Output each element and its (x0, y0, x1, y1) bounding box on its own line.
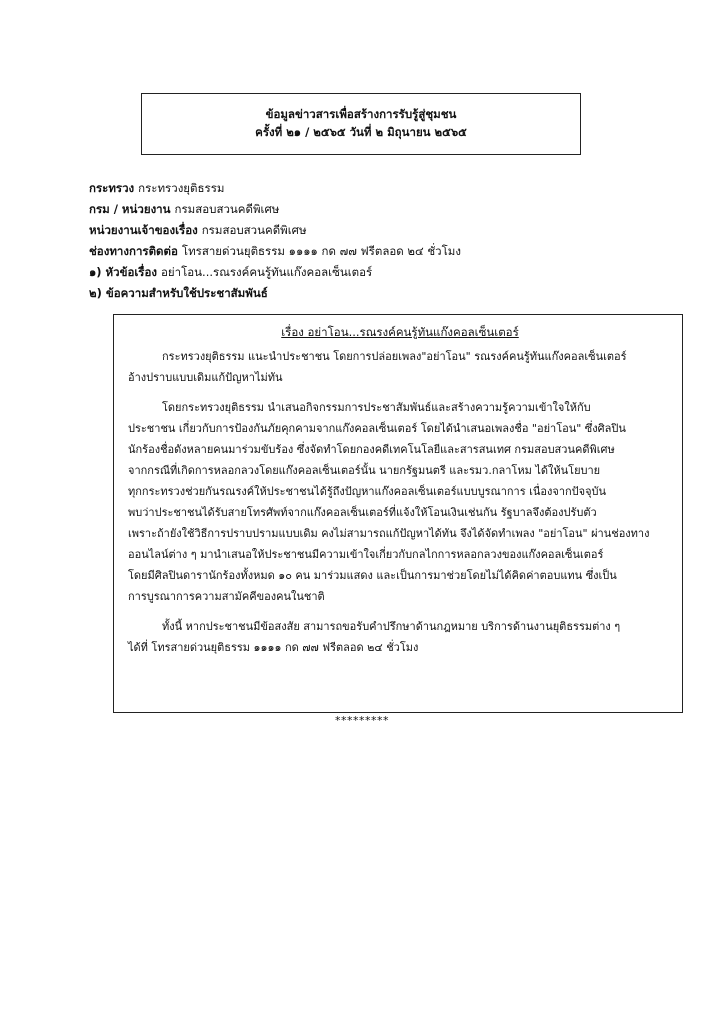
paragraph-line: โดยมีศิลปินดารานักร้องทั้งหมด ๑๐ คน มาร่วมแสดง และเป็นการมาช่วยโดยไม่ได้คิดค่าตอบแทน ซึ่งเป็น (128, 569, 617, 582)
story-title: เรื่อง อย่าโอน...รณรงค์คนรู้ทันแก๊งคอลเซ็นเตอร์ (281, 325, 519, 339)
pr-message-box (113, 314, 683, 713)
subject-row (89, 262, 689, 283)
contact-value: โทรสายด่วนยุติธรรม ๑๑๑๑ กด ๗๗ ฟรีตลอด ๒๔ ชั่วโมง (181, 244, 461, 258)
paragraph-line: ออนไลน์ต่าง ๆ มานำเสนอให้ประชาชนมีความเข้าใจเกี่ยวกับกลไกการหลอกลวงของแก๊งคอลเซ็นเตอร์ (128, 548, 604, 561)
paragraph-line: ได้ที่ โทรสายด่วนยุติธรรม ๑๑๑๑ กด ๗๗ ฟรีตลอด ๒๔ ชั่วโมง (128, 641, 419, 654)
paragraph-line: ทุกกระทรวงช่วยกันรณรงค์ให้ประชาชนได้รู้ถึงปัญหาแก๊งคอลเซ็นเตอร์แบบบูรณาการ เนื่องจากปัจจุบัน (128, 485, 607, 498)
ministry-label: กระทรวง (89, 181, 135, 195)
ministry-value: กระทรวงยุติธรรม (138, 181, 225, 195)
paragraph-line: โดยกระทรวงยุติธรรม นำเสนอกิจกรรมการประชาสัมพันธ์และสร้างความรู้ความเข้าใจให้กับ (162, 401, 591, 414)
paragraph-line: อ้างปราบแบบเดิมแก้ปัญหาไม่ทัน (128, 371, 283, 384)
paragraph-1 (128, 346, 672, 388)
paragraph-line: ทั้งนี้ หากประชาชนมีข้อสงสัย สามารถขอรับคำปรึกษาด้านกฎหมาย บริการด้านงานยุติธรรมต่าง ๆ (162, 620, 621, 633)
ministry-row (89, 178, 689, 199)
paragraph-line: พบว่าประชาชนได้รับสายโทรศัพท์จากแก๊งคอลเซ็นเตอร์ที่แจ้งให้โอนเงินเช่นกัน รัฐบาลจึงต้องปรับตัว (128, 506, 597, 519)
document-title-box (141, 93, 581, 155)
pr-label: ๒) ข้อความสำหรับใช้ประชาสัมพันธ์ (89, 286, 268, 300)
owner-value: กรมสอบสวนคดีพิเศษ (201, 223, 307, 237)
meta-section (89, 178, 689, 304)
paragraph-line: กระทรวงยุติธรรม แนะนำประชาชน โดยการปล่อยเพลง"อย่าโอน" รณรงค์คนรู้ทันแก๊งคอลเซ็นเตอร์ (162, 350, 627, 363)
pr-row (89, 283, 689, 304)
subject-label: ๑) หัวข้อเรื่อง (89, 265, 157, 279)
title-line-1: ข้อมูลข่าวสารเพื่อสร้างการรับรู้สู่ชุมชน (265, 107, 457, 121)
department-row (89, 199, 689, 220)
title-line-2: ครั้งที่ ๒๑ / ๒๕๖๕ วันที่ ๒ มิถุนายน ๒๕๖๕ (255, 125, 467, 139)
department-label: กรม / หน่วยงาน (89, 202, 171, 216)
owner-row (89, 220, 689, 241)
contact-row (89, 241, 689, 262)
owner-label: หน่วยงานเจ้าของเรื่อง (89, 223, 198, 237)
department-value: กรมสอบสวนคดีพิเศษ (174, 202, 280, 216)
paragraph-line: เพราะถ้ายังใช้วิธีการปราบปรามแบบเดิม คงไม่สามารถแก้ปัญหาได้ทัน จึงได้จัดทำเพลง "อย่าโอน" ผ่านช่องทาง (128, 527, 650, 540)
paragraph-3 (128, 616, 672, 658)
paragraph-line: ประชาชน เกี่ยวกับการป้องกันภัยคุกคามจากแก๊งคอลเซ็นเตอร์ โดยได้นำเสนอเพลงชื่อ "อย่าโอน" ซึ่งศิลปิน (128, 422, 626, 435)
paragraph-2 (128, 397, 672, 607)
paragraph-line: นักร้องชื่อดังหลายคนมาร่วมขับร้อง ซึ่งจัดทำโดยกองคดีเทคโนโลยีและสารสนเทศ กรมสอบสวนคดีพิเศษ (128, 443, 615, 456)
subject-value: อย่าโอน...รณรงค์คนรู้ทันแก๊งคอลเซ็นเตอร์ (161, 265, 373, 279)
contact-label: ช่องทางการติดต่อ (89, 244, 178, 258)
paragraph-line: จากกรณีที่เกิดการหลอกลวงโดยแก๊งคอลเซ็นเตอร์นั้น นายกรัฐมนตรี และรมว.กลาโหม ได้ให้นโยบาย (128, 464, 601, 477)
end-mark: ********* (335, 714, 389, 727)
paragraph-line: การบูรณาการความสามัคคีของคนในชาติ (128, 590, 325, 603)
